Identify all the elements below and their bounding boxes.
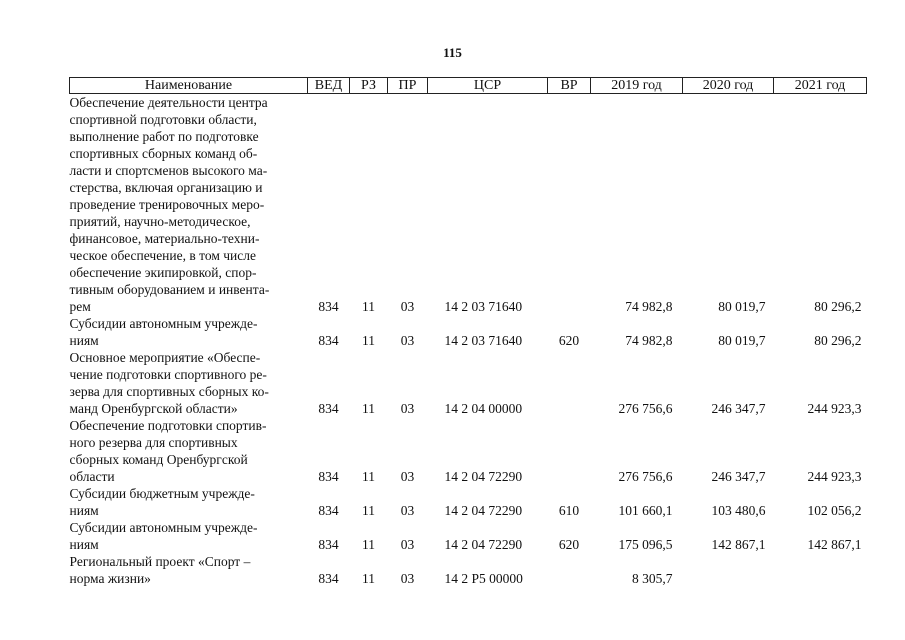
row-name-line: спортивной подготовки области,: [69, 112, 257, 127]
column-header-ved: ВЕД: [308, 78, 350, 94]
table-row: [70, 417, 867, 485]
row-name-line: ниям: [69, 537, 99, 552]
row-name-cell: [70, 519, 308, 553]
column-header-pr: ПР: [388, 78, 428, 94]
year-2019-cell: 276 756,6: [618, 469, 673, 484]
year-2020-cell: 103 480,6: [711, 503, 766, 518]
rz-cell: 11: [362, 333, 375, 348]
year-2020-cell: 246 347,7: [711, 469, 766, 484]
year-2020-cell: 80 019,7: [718, 299, 766, 314]
row-name-cell: [70, 553, 308, 587]
table-row: [70, 485, 867, 519]
page-number: 115: [443, 45, 462, 60]
row-name-line: тивным оборудованием и инвента-: [69, 282, 270, 297]
table-header-row: [70, 78, 867, 94]
row-name-cell: [70, 349, 308, 417]
row-name-line: стерства, включая организацию и: [69, 180, 263, 195]
vr-cell: [548, 553, 591, 587]
pr-cell: 03: [400, 333, 415, 348]
table-body: [70, 94, 867, 588]
csr-cell: 14 2 04 72290: [444, 503, 523, 518]
year-2020-cell: [683, 553, 774, 587]
csr-cell: 14 2 03 71640: [444, 299, 523, 314]
row-name-cell: [70, 94, 308, 316]
csr-cell: 14 2 P5 00000: [444, 571, 523, 586]
row-name-line: манд Оренбургской области»: [69, 401, 238, 416]
row-name-cell: [70, 315, 308, 349]
row-name-line: сборных команд Оренбургской: [69, 452, 248, 467]
year-2020-cell: 80 019,7: [718, 333, 766, 348]
pr-cell: 03: [400, 299, 415, 314]
vr-cell: [548, 417, 591, 485]
year-2019-cell: 175 096,5: [618, 537, 673, 552]
ved-cell: 834: [318, 401, 339, 416]
pr-cell: 03: [400, 469, 415, 484]
year-2019-cell: 74 982,8: [625, 333, 673, 348]
row-name-line: обеспечение экипировкой, спор-: [69, 265, 257, 280]
table-row: [70, 553, 867, 587]
pr-cell: 03: [400, 537, 415, 552]
column-header-2021: 2021 год: [774, 78, 867, 94]
rz-cell: 11: [362, 401, 375, 416]
row-name-line: ласти и спортсменов высокого ма-: [69, 163, 268, 178]
year-2021-cell: [774, 553, 867, 587]
column-header-vr: ВР: [548, 78, 591, 94]
ved-cell: 834: [318, 333, 339, 348]
vr-cell: [548, 349, 591, 417]
row-name-line: ниям: [69, 333, 99, 348]
rz-cell: 11: [362, 503, 375, 518]
row-name-line: области: [69, 469, 115, 484]
column-header-name: Наименование: [70, 78, 308, 94]
row-name-line: ниям: [69, 503, 99, 518]
table-row: [70, 519, 867, 553]
ved-cell: 834: [318, 299, 339, 314]
column-header-2020: 2020 год: [683, 78, 774, 94]
row-name-line: финансовое, материально-техни-: [69, 231, 260, 246]
table-row: [70, 315, 867, 349]
row-name-line: рем: [69, 299, 91, 314]
row-name-line: норма жизни»: [69, 571, 151, 586]
row-name-line: Обеспечение деятельности центра: [69, 95, 268, 110]
pr-cell: 03: [400, 401, 415, 416]
rz-cell: 11: [362, 537, 375, 552]
year-2021-cell: 80 296,2: [814, 333, 862, 348]
row-name-line: Основное мероприятие «Обеспе-: [69, 350, 261, 365]
pr-cell: 03: [400, 571, 415, 586]
row-name-cell: [70, 417, 308, 485]
year-2021-cell: 142 867,1: [807, 537, 862, 552]
year-2019-cell: 101 660,1: [618, 503, 673, 518]
rz-cell: 11: [362, 299, 375, 314]
year-2021-cell: 80 296,2: [814, 299, 862, 314]
row-name-line: зерва для спортивных сборных ко-: [69, 384, 269, 399]
row-name-line: чение подготовки спортивного ре-: [69, 367, 267, 382]
csr-cell: 14 2 03 71640: [444, 333, 523, 348]
budget-table: [69, 77, 867, 587]
row-name-line: Субсидии автономным учрежде-: [69, 316, 258, 331]
row-name-line: Субсидии бюджетным учрежде-: [69, 486, 255, 501]
column-header-rz: РЗ: [350, 78, 388, 94]
rz-cell: 11: [362, 571, 375, 586]
year-2020-cell: 142 867,1: [711, 537, 766, 552]
row-name-line: спортивных сборных команд об-: [69, 146, 258, 161]
year-2021-cell: 244 923,3: [807, 469, 862, 484]
year-2019-cell: 74 982,8: [625, 299, 673, 314]
csr-cell: 14 2 04 00000: [444, 401, 523, 416]
year-2020-cell: 246 347,7: [711, 401, 766, 416]
vr-cell: 620: [558, 537, 580, 552]
table-row: [70, 94, 867, 316]
table-row: [70, 349, 867, 417]
year-2019-cell: 8 305,7: [632, 571, 673, 586]
row-name-line: приятий, научно-методическое,: [69, 214, 251, 229]
vr-cell: 610: [558, 503, 580, 518]
row-name-line: проведение тренировочных меро-: [69, 197, 265, 212]
row-name-line: ного резерва для спортивных: [69, 435, 238, 450]
ved-cell: 834: [318, 503, 339, 518]
rz-cell: 11: [362, 469, 375, 484]
year-2019-cell: 276 756,6: [618, 401, 673, 416]
column-header-2019: 2019 год: [591, 78, 683, 94]
year-2021-cell: 102 056,2: [807, 503, 862, 518]
csr-cell: 14 2 04 72290: [444, 537, 523, 552]
row-name-line: Субсидии автономным учрежде-: [69, 520, 258, 535]
row-name-line: ческое обеспечение, в том числе: [69, 248, 256, 263]
ved-cell: 834: [318, 469, 339, 484]
year-2021-cell: 244 923,3: [807, 401, 862, 416]
row-name-cell: [70, 485, 308, 519]
csr-cell: 14 2 04 72290: [444, 469, 523, 484]
vr-cell: [548, 94, 591, 316]
row-name-line: Региональный проект «Спорт –: [69, 554, 251, 569]
vr-cell: 620: [558, 333, 580, 348]
row-name-line: Обеспечение подготовки спортив-: [69, 418, 267, 433]
column-header-csr: ЦСР: [428, 78, 548, 94]
ved-cell: 834: [318, 571, 339, 586]
row-name-line: выполнение работ по подготовке: [69, 129, 259, 144]
ved-cell: 834: [318, 537, 339, 552]
pr-cell: 03: [400, 503, 415, 518]
